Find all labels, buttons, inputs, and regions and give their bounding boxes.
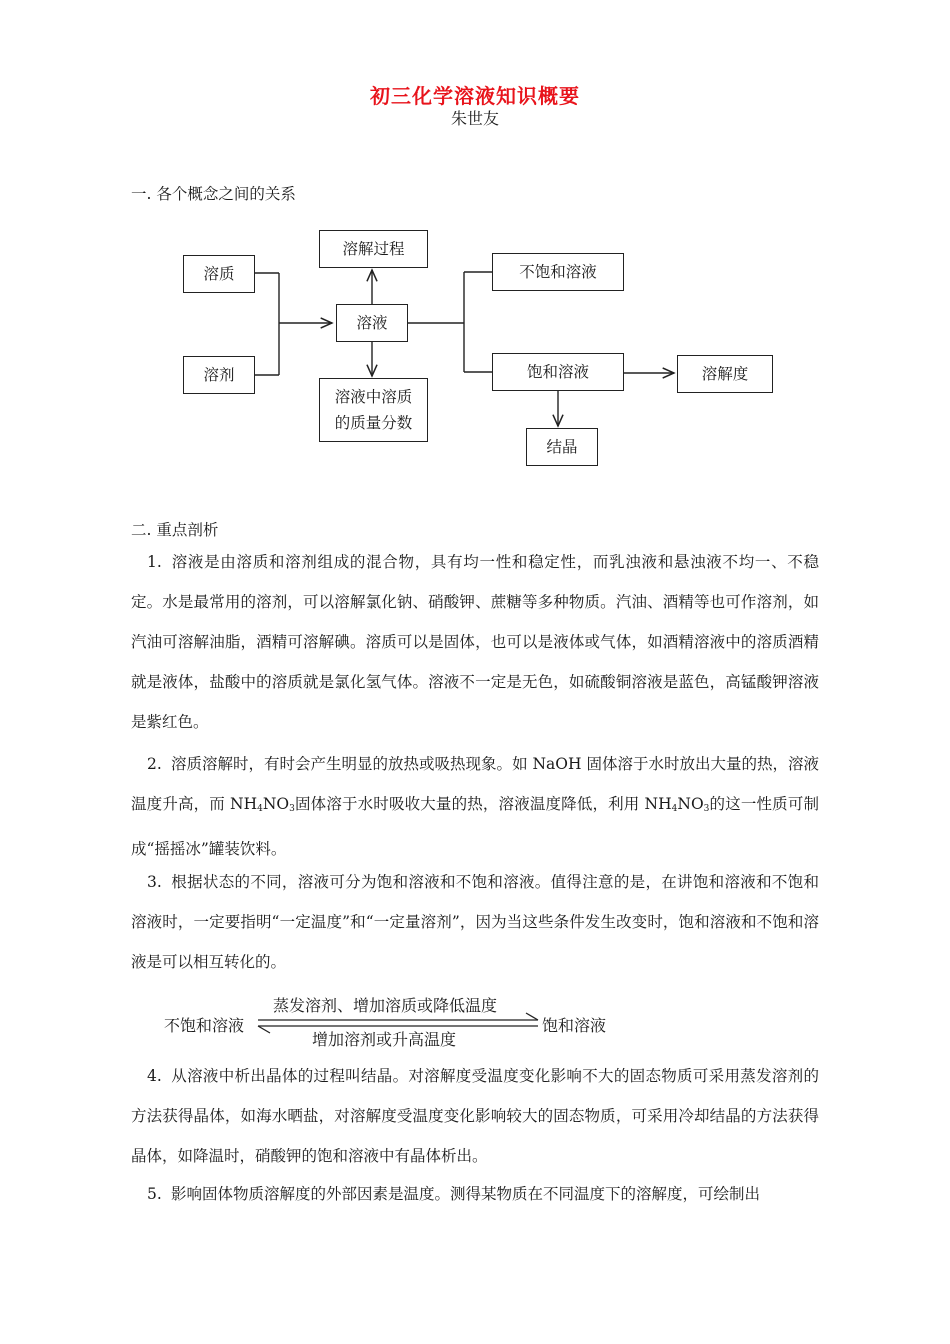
equilibrium-right-label: 饱和溶液 [542, 1016, 607, 1035]
subscript: 4 [257, 804, 263, 814]
section-heading-analysis: 二. 重点剖析 [131, 521, 219, 539]
point-text: 溶质溶解时，有时会产生明显的放热或吸热现象。如 NaOH 固体溶于水时放出大量的热，溶液温度升高，而 NH [131, 755, 819, 813]
point-number: 1. [147, 553, 162, 571]
mass-fraction-line-1: 溶液中溶质 [334, 388, 413, 406]
mass-fraction-line-2: 的质量分数 [334, 414, 413, 432]
point-text: NO [262, 795, 290, 813]
equilibrium-backward-condition: 增加溶剂或升高温度 [312, 1030, 457, 1049]
point-1 [131, 542, 819, 742]
author: 朱世友 [450, 109, 499, 128]
box-solution: 溶液 [336, 304, 408, 342]
point-number: 3. [147, 873, 162, 891]
box-unsaturated-solution: 不饱和溶液 [492, 253, 624, 291]
subscript: 3 [289, 804, 295, 814]
box-mass-fraction [319, 378, 428, 442]
point-text: NO [677, 795, 704, 813]
document-title: 初三化学溶液知识概要 [370, 84, 580, 108]
equilibrium-forward-condition: 蒸发溶剂、增加溶质或降低温度 [273, 996, 498, 1015]
equilibrium-left-label: 不饱和溶液 [164, 1016, 245, 1035]
point-number: 2. [147, 755, 162, 773]
subscript: 4 [671, 804, 678, 814]
box-crystallization: 结晶 [526, 428, 598, 466]
point-text: 根据状态的不同，溶液可分为饱和溶液和不饱和溶液。值得注意的是，在讲饱和溶液和不饱和溶液时，一定要指明“一定温度”和“一定量溶剂”，因为当这些条件发生改变时，饱和溶液和不饱和溶液是可以相互转化的。 [131, 873, 819, 971]
point-text: 溶液是由溶质和溶剂组成的混合物，具有均一性和稳定性，而乳浊液和悬浊液不均一、不稳定。水是最常用的溶剂，可以溶解氯化钠、硝酸钾、蔗糖等多种物质。汽油、酒精等也可作溶剂，如汽油可溶解油脂，酒精可溶解碘。溶质可以是固体，也可以是液体或气体，如酒精溶液中的溶质酒精就是液体，盐酸中的溶质就是氯化氢气体。溶液不一定是无色，如硫酸铜溶液是蓝色，高锰酸钾溶液是紫红色。 [131, 553, 819, 731]
point-2 [131, 744, 819, 869]
point-5 [131, 1174, 819, 1214]
point-4 [131, 1056, 819, 1176]
box-solubility: 溶解度 [677, 355, 773, 393]
box-saturated-solution: 饱和溶液 [492, 353, 624, 391]
point-text: 的这一性质可制成“摇摇冰”罐装饮料。 [131, 795, 819, 858]
box-dissolution-process: 溶解过程 [319, 230, 428, 268]
box-solute: 溶质 [183, 255, 255, 293]
point-text: 固体溶于水时吸收大量的热，溶液温度降低，利用 NH [294, 795, 672, 813]
subscript: 3 [703, 804, 710, 814]
section-heading-concepts: 一. 各个概念之间的关系 [131, 185, 296, 203]
point-number: 4. [147, 1067, 162, 1085]
point-number: 5. [147, 1185, 162, 1203]
point-text: 从溶液中析出晶体的过程叫结晶。对溶解度受温度变化影响不大的固态物质可采用蒸发溶剂的方法获得晶体，如海水晒盐，对溶解度受温度变化影响较大的固态物质，可采用冷却结晶的方法获得晶体，如降温时，硝酸钾的饱和溶液中有晶体析出。 [131, 1067, 819, 1165]
point-3 [131, 862, 819, 982]
box-solvent: 溶剂 [183, 356, 255, 394]
point-text: 影响固体物质溶解度的外部因素是温度。测得某物质在不同温度下的溶解度，可绘制出 [171, 1185, 761, 1203]
